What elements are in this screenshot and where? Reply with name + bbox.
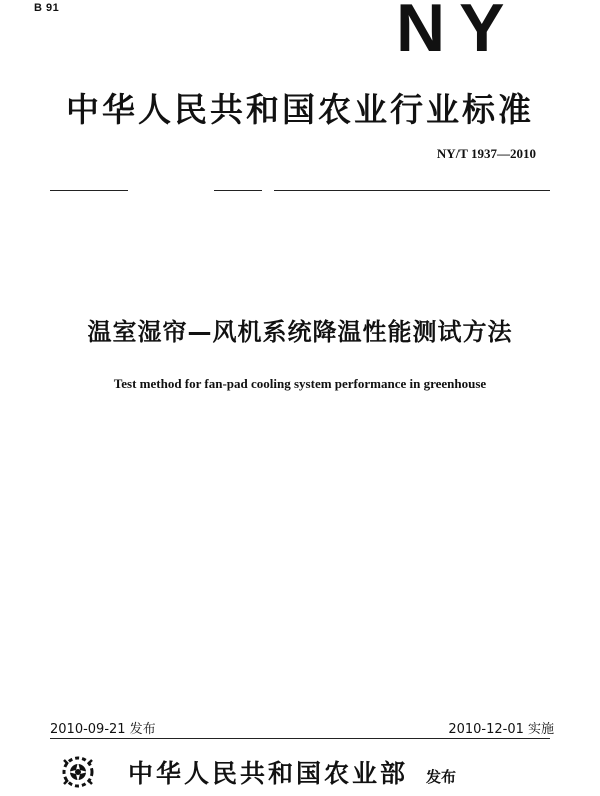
document-title-en: Test method for fan-pad cooling system performance in greenhouse [113,376,487,391]
ccs-code: B 91 [34,2,60,14]
footer-divider [50,738,550,739]
header-divider [50,190,550,191]
divider-gap [128,188,214,192]
ministry-issue-label: 发布 [426,768,457,786]
issue-date: 2010-09-21 发布 [50,722,156,737]
standard-category-title: 中华人民共和国农业行业标准 [66,90,534,129]
ministry-name: 中华人民共和国农业部 [128,759,409,788]
document-title-cn: 温室湿帘—风机系统降温性能测试方法 [87,318,513,346]
implement-date: 2010-12-01 实施 [448,722,554,737]
divider-gap [262,188,274,192]
ny-logo: NY [396,0,519,66]
ministry-emblem-icon [58,752,98,792]
standard-number: NY/T 1937—2010 [436,146,536,161]
